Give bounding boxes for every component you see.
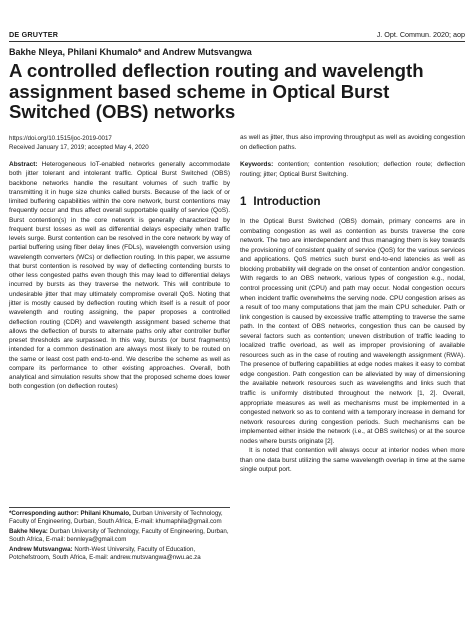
abstract-continued: as well as jitter, thus also improving throughput as well as avoiding congestion on deflection paths. — [240, 134, 465, 151]
affiliation-label: *Corresponding author: Philani Khumalo, — [9, 510, 131, 517]
affiliation-text: Durban University of Technology, Faculty of Engineering, Durban, South Africa, E-mail: khumaphila@gmail.com — [9, 510, 223, 526]
paper-title: A controlled deflection routing and wavelength assignment based scheme in Optical Burst Switched (OBS) networks — [9, 60, 424, 122]
affiliation-label: Bakhe Nleya: — [9, 528, 48, 536]
keywords-label: Keywords: — [240, 161, 274, 169]
body-paragraph: It is noted that contention will always occur at interior nodes when more than one data burst utilizing the same wavelength overlap in time at the same single output port. — [240, 447, 465, 474]
left-column — [9, 160, 230, 392]
abstract-label: Abstract: — [9, 161, 38, 168]
right-column — [240, 133, 465, 475]
abstract — [9, 160, 230, 392]
affiliation-item — [9, 546, 230, 563]
keywords — [240, 160, 465, 179]
body-paragraph: In the Optical Burst Switched (OBS) domain, primary concerns are in combating congestion as well as contention as bursts traverse the core network. The two are interdependent and thus managing them is key towards the provisioning of consistent quality of service (QoS) for the various services and applications. QoS metrics such burst end-to-end latencies as well as blocking probability will degrade on the onset of contention and/or congestion. With regards to an OBS network, various types of congestion e.g., nodal, control processing unit (CPU) and path may occur. Nodal congestion occurs when incident traffic overwhelms the serving node. CPU congestion arises as a result of too many computations that jam the main CPU scheduler. Path or link congestion is caused by excessive traffic attempting to traverse the same path. In the context of OBS networks, congestion thus can be caused by several factors such as contention; uneven distribution of traffic leading to localized traffic overload, as well as improper provisioning of available resources such as in the case of routing and wavelength assignment (RWA). The presence of buffering capabilities at edge nodes makes it easy to combat edge congestion. Path congestion can be alleviated by way of dimensioning the available network resources such as wavelengths and links such that traffic is uniformly distributed throughout the network [1, 2]. Overall, appropriate measures as well as mechanisms must be implemented in a congested network so as to contend with a temporary increase in demand for network resources during congestion periods. Such mechanisms can be implemented either inside the network (i.e., at OBS switches) or at the source nodes where bursts originate [2]. — [240, 218, 465, 445]
affiliation-item — [9, 528, 230, 545]
affiliation-text: Durban University of Technology, Faculty of Engineering, Durban, South Africa, E-mail: bennleya@gmail.com — [9, 528, 229, 544]
article-dates: Received January 17, 2019; accepted May 4, 2020 — [9, 143, 149, 151]
section-number: 1 — [240, 196, 247, 209]
section-title: Introduction — [253, 196, 321, 209]
affiliation-item — [9, 510, 230, 527]
journal-citation: J. Opt. Commun. 2020; aop — [376, 29, 465, 39]
section-heading — [240, 195, 465, 209]
affiliations — [9, 510, 230, 564]
article-meta — [9, 135, 149, 152]
abstract-text: Heterogeneous IoT-enabled networks generally accommodate both jitter tolerant and intolerant traffic. Optical Burst Switched (OBS) backbone networks handle the resultant volumes of such traffic by transmitting it in huge size chunks called bursts. Because of the lack of or limited buffering capabilities within the core network, burst contentions may frequently occur and thus affect overall supportable quality of service (QoS). Burst contention(s) in the core network is generally characterized by frequent burst losses as well as differential delays especially when traffic levels surge. Burst contention can be resolved in the core network by way of partial buffering using fiber delay lines (FDLs), wavelength conversion using wavelength converters (WCs) or deflection routing. In this paper, we assume that burst contention is resolved by way of deflecting contending bursts to other less congested paths even though this may lead to differential delays incurred by bursts as they traverse the network. This will contribute to undesirable jitter that may ultimately compromise overall QoS. Noting that jitter is mostly caused by deflection routing which itself is a result of poor wavelength and routing assigning, the paper proposes a controlled deflection routing (CDR) and wavelength assignment based scheme that allows the deflection of bursts to alternate paths only after controller buffer preset thresholds are surpassed. In this way, bursts (or burst fragments) intended for a common destination are always most likely to be routed on the same or least cost path end-to-end. We describe the scheme as well as compare its performance to other existing approaches. Overall, both analytical and simulation results show that the proposed scheme does lower both congestion (on deflection routes) — [9, 161, 230, 391]
author-list: Bakhe Nleya, Philani Khumalo* and Andrew Mutsvangwa — [9, 47, 252, 57]
running-header — [9, 27, 465, 41]
footnote-rule — [9, 507, 230, 508]
publisher-name: DE GRUYTER — [9, 29, 59, 39]
doi-link[interactable]: https://doi.org/10.1515/joc-2019-0017 — [9, 135, 112, 142]
header-rule — [9, 41, 465, 42]
affiliation-text: North-West University, Faculty of Education, Potchefstroom, South Africa, E-mail: andrew.mutsvangwa@nwu.ac.za — [9, 546, 201, 562]
keywords-text: contention; contention resolution; deflection route; deflection routing; jitter; Optical Burst Switching. — [240, 161, 465, 178]
affiliation-label: Andrew Mutsvangwa: — [9, 546, 73, 554]
